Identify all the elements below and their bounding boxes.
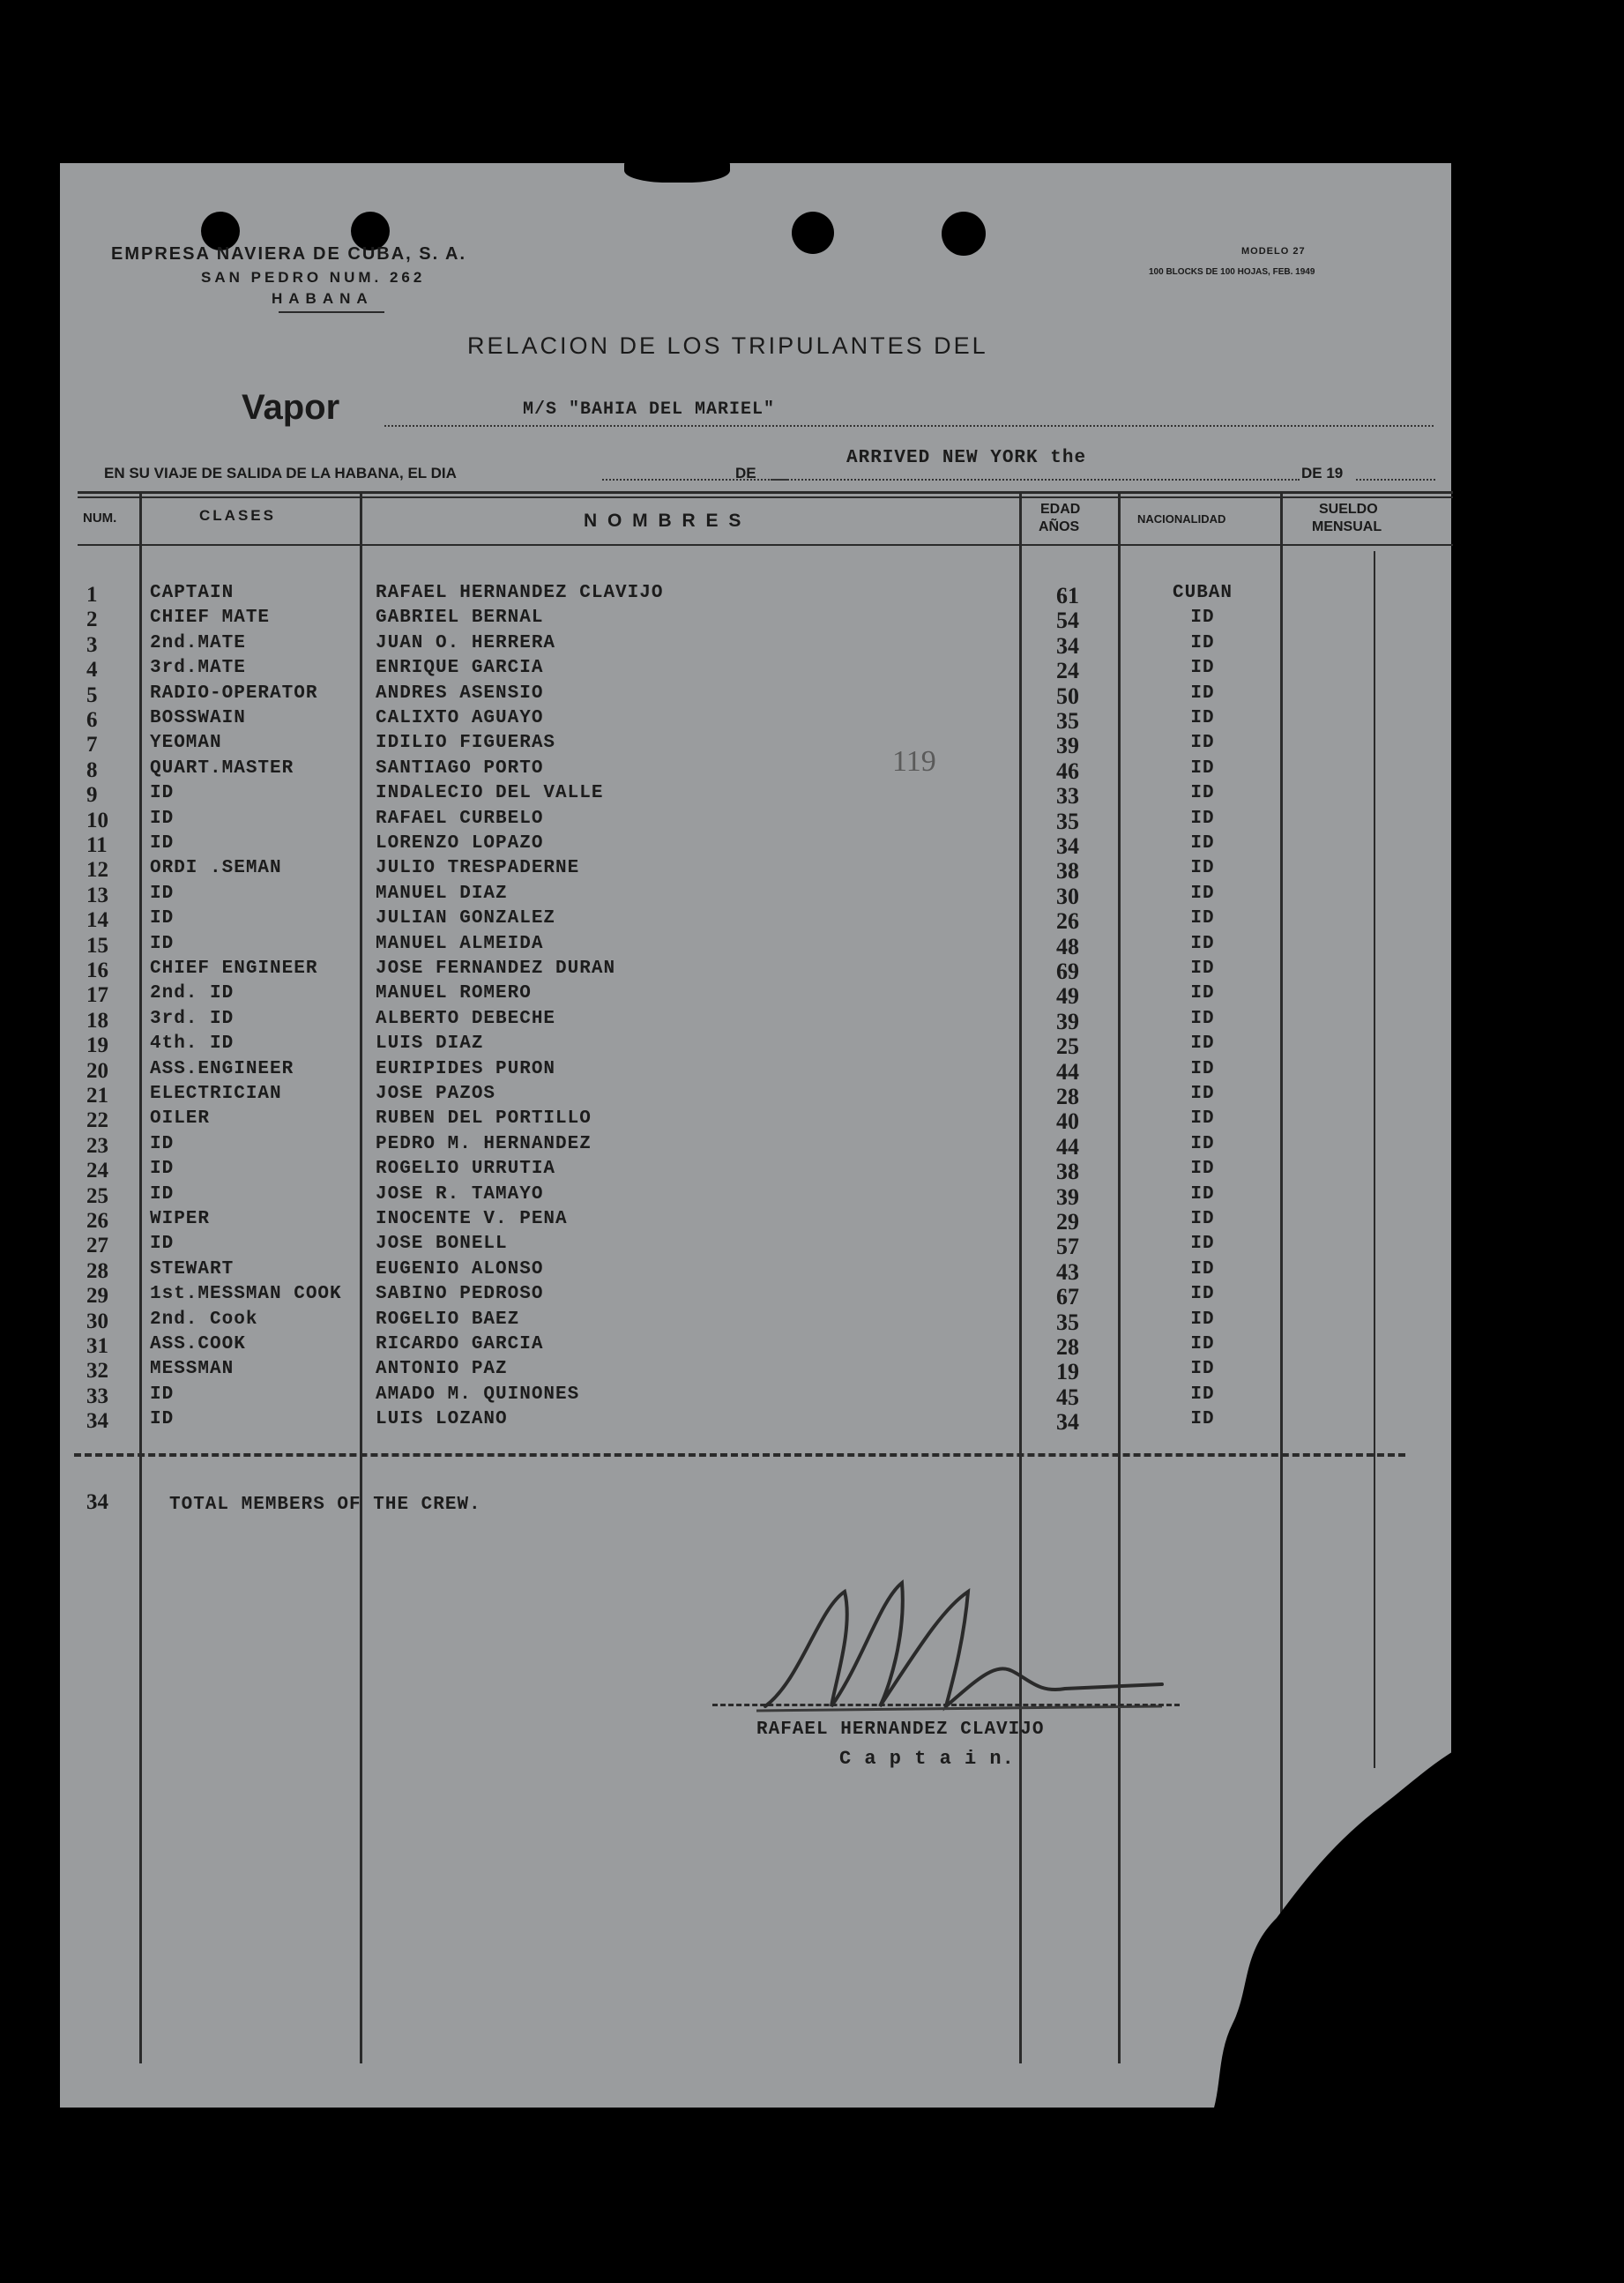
crew-name: ANTONIO PAZ	[376, 1359, 508, 1380]
crew-name: CALIXTO AGUAYO	[376, 708, 544, 728]
crew-age: 26	[1056, 908, 1079, 935]
crew-name: JOSE R. TAMAYO	[376, 1183, 544, 1205]
crew-nationality: ID	[1190, 858, 1215, 879]
crew-row	[60, 858, 1451, 883]
crew-class: WIPER	[150, 1209, 211, 1229]
table-top-rule-2	[78, 496, 1453, 498]
col-header-nombres: N O M B R E S	[584, 511, 744, 531]
crew-row	[60, 708, 1451, 733]
crew-class: CHIEF ENGINEER	[150, 959, 318, 979]
crew-row	[60, 1209, 1451, 1234]
crew-num: 21	[86, 1084, 108, 1108]
crew-age: 46	[1056, 757, 1079, 784]
col-header-mensual: MENSUAL	[1312, 519, 1382, 534]
list-end-rule	[74, 1453, 1405, 1457]
arrival-dotted-line	[771, 479, 1300, 481]
crew-class: ID	[150, 1409, 175, 1430]
crew-row	[60, 783, 1451, 808]
crew-age: 57	[1056, 1234, 1079, 1260]
crew-nationality: ID	[1190, 1209, 1215, 1229]
top-tear	[624, 153, 730, 183]
crew-name: MANUEL ALMEIDA	[376, 933, 544, 954]
crew-name: LUIS DIAZ	[376, 1033, 484, 1055]
crew-age: 38	[1056, 858, 1079, 884]
header-bottom-rule	[78, 544, 1453, 546]
crew-row	[60, 1009, 1451, 1033]
crew-class: ID	[150, 1384, 175, 1405]
crew-class: ID	[150, 783, 175, 804]
crew-name: AMADO M. QUINONES	[376, 1384, 580, 1405]
crew-num: 25	[86, 1183, 108, 1208]
page-number-stamp: 119	[892, 745, 936, 778]
crew-row	[60, 583, 1451, 608]
crew-class: 3rd.MATE	[150, 658, 246, 679]
crew-class: ID	[150, 833, 175, 854]
crew-num: 20	[86, 1058, 108, 1083]
company-city: HABANA	[272, 290, 374, 307]
captain-signature	[748, 1574, 1171, 1733]
table-top-rule	[78, 491, 1453, 494]
crew-nationality: ID	[1190, 632, 1215, 653]
crew-name: JOSE PAZOS	[376, 1084, 496, 1104]
punch-hole	[792, 212, 834, 254]
crew-class: 2nd. ID	[150, 983, 235, 1004]
crew-nationality: ID	[1190, 883, 1215, 904]
crew-num: 9	[86, 783, 98, 808]
crew-row	[60, 733, 1451, 757]
crew-row	[60, 1108, 1451, 1133]
crew-nationality: ID	[1190, 1008, 1215, 1029]
crew-class: MESSMAN	[150, 1359, 235, 1380]
crew-age: 61	[1056, 583, 1079, 608]
crew-age: 44	[1056, 1133, 1079, 1160]
model-number: MODELO 27	[1241, 246, 1306, 257]
crew-nationality: ID	[1190, 1159, 1215, 1180]
col-header-anos: AÑOS	[1039, 519, 1080, 534]
col-header-edad: EDAD	[1040, 502, 1081, 517]
crew-name: JUAN O. HERRERA	[376, 632, 556, 653]
crew-name: MANUEL DIAZ	[376, 883, 508, 904]
crew-num: 4	[86, 658, 98, 683]
crew-nationality: ID	[1190, 1084, 1215, 1104]
crew-nationality: ID	[1190, 1133, 1215, 1154]
crew-age: 67	[1056, 1284, 1079, 1310]
crew-row	[60, 683, 1451, 708]
col-header-clases: CLASES	[199, 507, 276, 524]
crew-nationality: ID	[1190, 1234, 1215, 1255]
crew-num: 8	[86, 757, 98, 782]
crew-list-sheet	[60, 163, 1451, 2108]
crew-row	[60, 1159, 1451, 1183]
crew-nationality: ID	[1190, 933, 1215, 954]
crew-name: INOCENTE V. PENA	[376, 1209, 568, 1229]
crew-class: ID	[150, 933, 175, 954]
crew-age: 35	[1056, 1309, 1079, 1335]
crew-class: ID	[150, 1234, 175, 1255]
crew-nationality: ID	[1190, 608, 1215, 629]
crew-row	[60, 983, 1451, 1008]
crew-nationality: ID	[1190, 1384, 1215, 1405]
crew-num: 16	[86, 959, 108, 982]
crew-class: ORDI .SEMAN	[150, 858, 282, 879]
print-info: 100 BLOCKS DE 100 HOJAS, FEB. 1949	[1149, 267, 1315, 277]
crew-row	[60, 608, 1451, 632]
crew-class: ID	[150, 883, 175, 904]
crew-row	[60, 1084, 1451, 1108]
crew-nationality: ID	[1190, 1183, 1215, 1205]
crew-num: 26	[86, 1209, 108, 1233]
crew-nationality: ID	[1190, 1409, 1215, 1430]
crew-num: 23	[86, 1133, 108, 1158]
crew-age: 28	[1056, 1334, 1079, 1360]
crew-age: 35	[1056, 808, 1079, 834]
crew-age: 39	[1056, 733, 1079, 759]
crew-name: GABRIEL BERNAL	[376, 608, 544, 629]
crew-age: 34	[1056, 632, 1079, 659]
crew-row	[60, 934, 1451, 959]
crew-row	[60, 959, 1451, 983]
crew-row	[60, 908, 1451, 933]
crew-nationality: ID	[1190, 908, 1215, 929]
crew-nationality: ID	[1190, 833, 1215, 854]
crew-num: 5	[86, 683, 98, 707]
crew-num: 14	[86, 908, 108, 933]
crew-num: 29	[86, 1284, 108, 1309]
crew-row	[60, 1184, 1451, 1209]
city-underline	[279, 311, 384, 313]
crew-age: 44	[1056, 1058, 1079, 1085]
crew-num: 17	[86, 983, 108, 1008]
crew-class: 2nd.MATE	[150, 632, 246, 653]
crew-class: BOSSWAIN	[150, 708, 246, 728]
crew-nationality: ID	[1190, 808, 1215, 829]
crew-class: ID	[150, 808, 175, 829]
crew-age: 45	[1056, 1384, 1079, 1410]
crew-row	[60, 1384, 1451, 1409]
punch-hole	[942, 212, 986, 256]
crew-age: 28	[1056, 1084, 1079, 1109]
crew-name: RAFAEL CURBELO	[376, 808, 544, 829]
crew-age: 38	[1056, 1159, 1079, 1185]
crew-num: 33	[86, 1384, 108, 1408]
arrival-text: ARRIVED NEW YORK the	[846, 448, 1087, 468]
year-label: DE 19	[1301, 465, 1344, 481]
crew-class: ID	[150, 908, 175, 929]
de-label: DE	[735, 465, 756, 481]
crew-age: 19	[1056, 1359, 1079, 1385]
crew-nationality: ID	[1190, 757, 1215, 779]
signature-line	[712, 1704, 1180, 1706]
crew-row	[60, 1359, 1451, 1384]
vapor-dotted-line	[384, 425, 1434, 427]
crew-num: 31	[86, 1334, 108, 1358]
crew-num: 1	[86, 583, 98, 607]
crew-nationality: ID	[1190, 959, 1215, 979]
crew-name: LORENZO LOPAZO	[376, 833, 544, 854]
crew-age: 39	[1056, 1183, 1079, 1210]
crew-class: ELECTRICIAN	[150, 1084, 282, 1104]
year-dotted-line	[1356, 479, 1435, 481]
crew-num: 13	[86, 883, 108, 907]
crew-name: JULIO TRESPADERNE	[376, 858, 580, 879]
crew-class: QUART.MASTER	[150, 757, 294, 779]
crew-age: 29	[1056, 1209, 1079, 1235]
crew-name: INDALECIO DEL VALLE	[376, 783, 604, 804]
crew-row	[60, 1134, 1451, 1159]
crew-nationality: ID	[1190, 658, 1215, 679]
crew-name: ENRIQUE GARCIA	[376, 658, 544, 679]
crew-class: CHIEF MATE	[150, 608, 271, 629]
crew-num: 2	[86, 608, 98, 632]
crew-num: 11	[86, 833, 108, 857]
company-address: SAN PEDRO NUM. 262	[201, 269, 426, 286]
col-header-num: NUM.	[83, 511, 117, 526]
crew-name: RUBEN DEL PORTILLO	[376, 1108, 592, 1130]
crew-name: JULIAN GONZALEZ	[376, 908, 556, 929]
col-header-nacionalidad: NACIONALIDAD	[1137, 512, 1226, 526]
crew-name: SANTIAGO PORTO	[376, 757, 544, 779]
voyage-dotted-line	[602, 479, 787, 481]
crew-age: 54	[1056, 608, 1079, 634]
crew-age: 25	[1056, 1033, 1079, 1060]
crew-name: IDILIO FIGUERAS	[376, 733, 556, 754]
crew-num: 24	[86, 1159, 108, 1183]
crew-num: 12	[86, 858, 108, 883]
crew-age: 48	[1056, 933, 1079, 959]
crew-age: 49	[1056, 983, 1079, 1010]
crew-class: 1st.MESSMAN COOK	[150, 1284, 342, 1305]
crew-num: 19	[86, 1033, 108, 1058]
crew-row	[60, 1334, 1451, 1359]
crew-num: 32	[86, 1359, 108, 1384]
crew-class: 4th. ID	[150, 1033, 235, 1055]
crew-class: ASS.COOK	[150, 1334, 246, 1354]
crew-age: 39	[1056, 1008, 1079, 1034]
crew-nationality: ID	[1190, 1058, 1215, 1079]
crew-num: 3	[86, 632, 98, 657]
crew-age: 35	[1056, 708, 1079, 734]
crew-name: RICARDO GARCIA	[376, 1334, 544, 1354]
crew-nationality: ID	[1190, 983, 1215, 1004]
signer-name: RAFAEL HERNANDEZ CLAVIJO	[756, 1720, 1045, 1740]
crew-class: OILER	[150, 1108, 211, 1130]
crew-age: 69	[1056, 959, 1079, 984]
crew-row	[60, 809, 1451, 833]
crew-age: 43	[1056, 1258, 1079, 1285]
crew-name: ANDRES ASENSIO	[376, 683, 544, 704]
company-name: EMPRESA NAVIERA DE CUBA, S. A.	[111, 244, 466, 264]
crew-num: 10	[86, 808, 108, 832]
crew-name: EUGENIO ALONSO	[376, 1258, 544, 1280]
crew-row	[60, 758, 1451, 783]
voyage-label: EN SU VIAJE DE SALIDA DE LA HABANA, EL DIA	[104, 465, 457, 481]
crew-class: RADIO-OPERATOR	[150, 683, 318, 704]
crew-row	[60, 658, 1451, 683]
crew-row	[60, 633, 1451, 658]
crew-nationality: ID	[1190, 733, 1215, 754]
crew-class: 2nd. Cook	[150, 1309, 258, 1330]
crew-age: 50	[1056, 683, 1079, 709]
crew-name: JOSE FERNANDEZ DURAN	[376, 959, 616, 979]
crew-name: PEDRO M. HERNANDEZ	[376, 1133, 592, 1154]
crew-age: 30	[1056, 883, 1079, 909]
crew-name: ROGELIO BAEZ	[376, 1309, 520, 1330]
crew-age: 34	[1056, 1409, 1079, 1436]
crew-age: 24	[1056, 658, 1079, 684]
crew-num: 15	[86, 933, 108, 958]
crew-row	[60, 1284, 1451, 1309]
crew-nationality: ID	[1190, 1258, 1215, 1280]
crew-name: ROGELIO URRUTIA	[376, 1159, 556, 1180]
crew-row	[60, 1033, 1451, 1058]
crew-row	[60, 833, 1451, 858]
crew-nationality: ID	[1190, 1359, 1215, 1380]
document-title: RELACION DE LOS TRIPULANTES DEL	[467, 332, 988, 359]
crew-name: ALBERTO DEBECHE	[376, 1008, 556, 1029]
crew-class: STEWART	[150, 1258, 235, 1280]
crew-age: 34	[1056, 833, 1079, 859]
crew-class: 3rd. ID	[150, 1008, 235, 1029]
crew-age: 40	[1056, 1108, 1079, 1135]
crew-name: MANUEL ROMERO	[376, 983, 532, 1004]
crew-class: CAPTAIN	[150, 583, 235, 603]
crew-nationality: ID	[1190, 708, 1215, 728]
crew-num: 28	[86, 1258, 108, 1283]
crew-num: 34	[86, 1409, 108, 1434]
crew-num: 7	[86, 733, 98, 757]
col-header-sueldo: SUELDO	[1319, 502, 1378, 517]
crew-age: 33	[1056, 783, 1079, 809]
crew-class: ID	[150, 1183, 175, 1205]
vessel-name: M/S "BAHIA DEL MARIEL"	[523, 399, 776, 420]
torn-corner	[1206, 1742, 1471, 2130]
crew-name: RAFAEL HERNANDEZ CLAVIJO	[376, 583, 664, 603]
crew-nationality: ID	[1190, 683, 1215, 704]
crew-class: ID	[150, 1159, 175, 1180]
crew-class: ASS.ENGINEER	[150, 1058, 294, 1079]
crew-nationality: ID	[1190, 1108, 1215, 1130]
crew-row	[60, 1309, 1451, 1334]
crew-class: YEOMAN	[150, 733, 222, 754]
crew-name: LUIS LOZANO	[376, 1409, 508, 1430]
crew-nationality: ID	[1190, 1309, 1215, 1330]
crew-num: 30	[86, 1309, 108, 1333]
crew-row	[60, 1409, 1451, 1434]
crew-nationality: ID	[1190, 783, 1215, 804]
crew-nationality: ID	[1190, 1284, 1215, 1305]
crew-row	[60, 1059, 1451, 1084]
crew-row	[60, 884, 1451, 908]
vapor-label: Vapor	[242, 388, 340, 427]
total-label: TOTAL MEMBERS OF THE CREW.	[169, 1495, 481, 1515]
signer-title: C a p t a i n.	[839, 1748, 1015, 1770]
total-count: 34	[86, 1490, 108, 1514]
crew-num: 27	[86, 1234, 108, 1258]
crew-name: SABINO PEDROSO	[376, 1284, 544, 1305]
crew-nationality: CUBAN	[1172, 583, 1233, 603]
crew-name: JOSE BONELL	[376, 1234, 508, 1255]
crew-nationality: ID	[1190, 1033, 1215, 1055]
crew-num: 6	[86, 708, 98, 732]
crew-num: 22	[86, 1108, 108, 1133]
crew-row	[60, 1259, 1451, 1284]
crew-nationality: ID	[1190, 1334, 1215, 1354]
crew-class: ID	[150, 1133, 175, 1154]
crew-num: 18	[86, 1008, 108, 1033]
crew-row	[60, 1234, 1451, 1258]
crew-name: EURIPIDES PURON	[376, 1058, 556, 1079]
